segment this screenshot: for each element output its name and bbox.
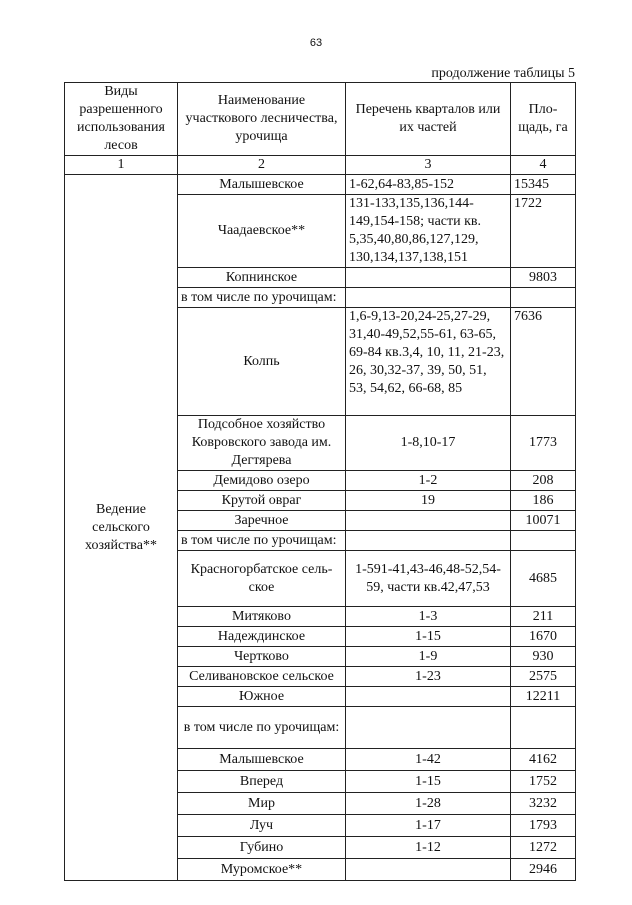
header-quarters: Перечень кварталов или их частей (346, 83, 511, 156)
area-cell: 4162 (511, 749, 576, 771)
area-cell: 1272 (511, 837, 576, 859)
area-cell: 1752 (511, 771, 576, 793)
subgroup-label: в том числе по урочищам: (178, 707, 346, 749)
forestry-name: Копнинское (178, 268, 346, 288)
quarters-cell: 1-15 (346, 627, 511, 647)
area-cell (511, 531, 576, 551)
column-number: 2 (178, 156, 346, 175)
forestry-name: Малышевское (178, 175, 346, 195)
quarters-cell: 1-15 (346, 771, 511, 793)
quarters-cell (346, 687, 511, 707)
forest-table (64, 82, 576, 881)
table-caption: продолжение таблицы 5 (431, 66, 575, 81)
quarters-cell: 131-133,135,136,144-149,154-158; части кв. 5,35,40,80,86,127,129, 130,134,137,138,151 (346, 195, 511, 268)
tract-name: Колпь (178, 308, 346, 416)
quarters-cell: 19 (346, 491, 511, 511)
quarters-cell (346, 288, 511, 308)
tract-name: Мир (178, 793, 346, 815)
forestry-name: Южное (178, 687, 346, 707)
quarters-cell: 1-28 (346, 793, 511, 815)
column-number-row (65, 156, 576, 175)
area-cell: 1773 (511, 416, 576, 471)
quarters-cell (346, 531, 511, 551)
quarters-cell: 1-3 (346, 607, 511, 627)
forestry-name: Муромское** (178, 859, 346, 881)
tract-name: Вперед (178, 771, 346, 793)
column-number: 3 (346, 156, 511, 175)
column-number: 1 (65, 156, 178, 175)
quarters-cell: 1-2 (346, 471, 511, 491)
forestry-name: Чаадаевское** (178, 195, 346, 268)
quarters-cell (346, 511, 511, 531)
quarters-cell: 1-17 (346, 815, 511, 837)
subgroup-label: в том числе по урочищам: (178, 531, 346, 551)
area-cell: 1670 (511, 627, 576, 647)
quarters-cell: 1-62,64-83,85-152 (346, 175, 511, 195)
area-cell: 12211 (511, 687, 576, 707)
area-cell: 2575 (511, 667, 576, 687)
tract-name: Селивановское сельское (178, 667, 346, 687)
land-use-cell: Ведение сельского хозяйства** (65, 175, 178, 881)
quarters-cell (346, 707, 511, 749)
forestry-name: Заречное (178, 511, 346, 531)
page-number: 63 (309, 37, 323, 49)
tract-name: Демидово озеро (178, 471, 346, 491)
header-land-use: Виды разрешенного использования лесов (65, 83, 178, 156)
tract-name: Подсобное хозяйство Ковровского завода им. Дегтярева (178, 416, 346, 471)
quarters-cell (346, 859, 511, 881)
table-row (65, 175, 576, 195)
tract-name: Митяково (178, 607, 346, 627)
area-cell: 208 (511, 471, 576, 491)
area-cell: 4685 (511, 551, 576, 607)
tract-name: Малышевское (178, 749, 346, 771)
area-cell: 3232 (511, 793, 576, 815)
header-row (65, 83, 576, 156)
tract-name: Надеждинское (178, 627, 346, 647)
quarters-cell: 1-9 (346, 647, 511, 667)
quarters-cell: 1,6-9,13-20,24-25,27-29, 31,40-49,52,55-61, 63-65, 69-84 кв.3,4, 10, 11, 21-23, 26, 30,32-37, 39, 50, 51, 53, 54,62, 66-68, 85 (346, 308, 511, 416)
area-cell: 7636 (511, 308, 576, 416)
area-cell (511, 707, 576, 749)
area-cell (511, 288, 576, 308)
area-cell: 2946 (511, 859, 576, 881)
area-cell: 211 (511, 607, 576, 627)
quarters-cell: 1-12 (346, 837, 511, 859)
subgroup-label: в том числе по урочищам: (178, 288, 346, 308)
tract-name: Луч (178, 815, 346, 837)
area-cell: 1793 (511, 815, 576, 837)
quarters-cell: 1-591-41,43-46,48-52,54-59, части кв.42,47,53 (346, 551, 511, 607)
tract-name: Красногорбатское сель-ское (178, 551, 346, 607)
quarters-cell: 1-42 (346, 749, 511, 771)
area-cell: 9803 (511, 268, 576, 288)
tract-name: Губино (178, 837, 346, 859)
area-cell: 10071 (511, 511, 576, 531)
column-number: 4 (511, 156, 576, 175)
header-name: Наименование участкового лесничества, урочища (178, 83, 346, 156)
quarters-cell (346, 268, 511, 288)
quarters-cell: 1-8,10-17 (346, 416, 511, 471)
area-cell: 930 (511, 647, 576, 667)
header-area: Пло-щадь, га (511, 83, 576, 156)
area-cell: 186 (511, 491, 576, 511)
area-cell: 1722 (511, 195, 576, 268)
area-cell: 15345 (511, 175, 576, 195)
quarters-cell: 1-23 (346, 667, 511, 687)
tract-name: Крутой овраг (178, 491, 346, 511)
tract-name: Чертково (178, 647, 346, 667)
